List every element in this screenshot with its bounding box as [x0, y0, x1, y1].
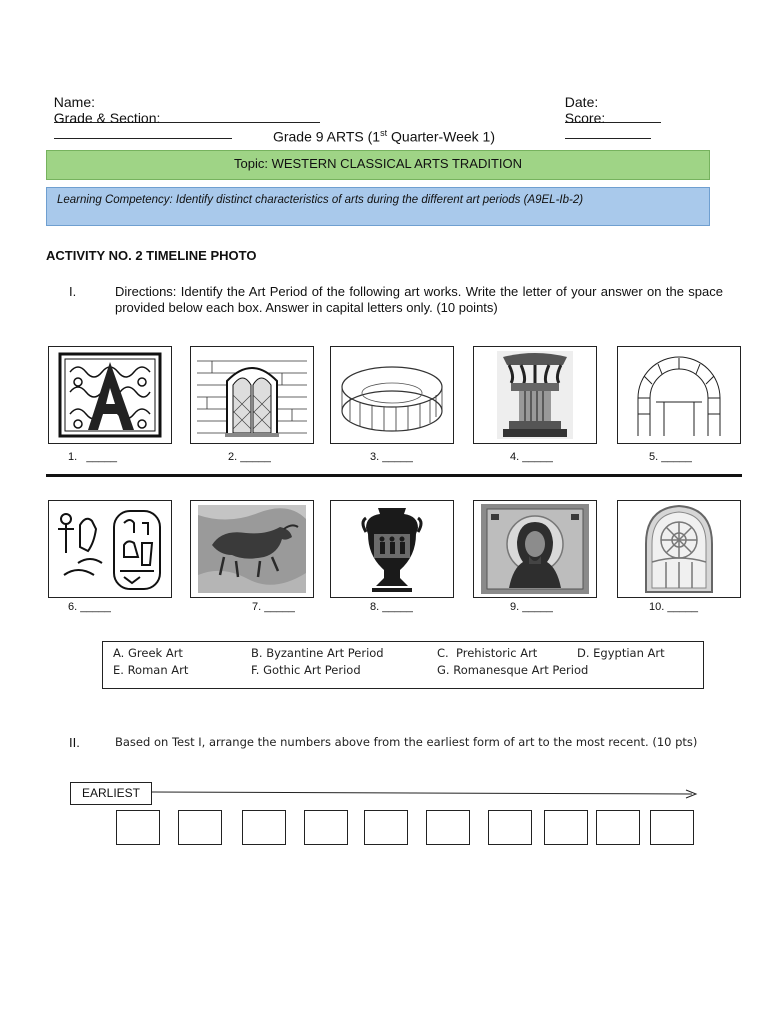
answer-line-10[interactable]: 10. _____: [649, 601, 698, 613]
timeline-box-9[interactable]: [596, 810, 640, 845]
timeline-arrow-icon: [152, 786, 700, 800]
choice-a: A. Greek Art: [113, 646, 183, 660]
rose-window-icon: [638, 504, 720, 594]
colosseum-icon: [336, 353, 448, 437]
learning-competency: Learning Competency: Identify distinct characteristics of arts during the different art periods (A9EL-Ib-2): [46, 187, 710, 226]
part1-numeral: I.: [69, 284, 77, 299]
byzantine-icon-painting-icon: [481, 504, 589, 594]
timeline-box-3[interactable]: [242, 810, 286, 845]
choice-g: G. Romanesque Art Period: [437, 663, 589, 677]
timeline-box-1[interactable]: [116, 810, 160, 845]
answer-line-6[interactable]: 6. _____: [68, 601, 111, 613]
artwork-box-1: [48, 346, 172, 444]
artwork-box-9: [473, 500, 597, 598]
title-suffix: Quarter-Week 1): [387, 128, 496, 145]
score-label: Score:: [564, 110, 606, 126]
answer-line-7[interactable]: 7. _____: [252, 601, 295, 613]
timeline-box-8[interactable]: [544, 810, 588, 845]
timeline-box-2[interactable]: [178, 810, 222, 845]
answer-line-1[interactable]: 1. _____: [68, 451, 117, 463]
answer-line-2[interactable]: 2. _____: [228, 451, 271, 463]
artwork-box-3: [330, 346, 454, 444]
artwork-box-7: [190, 500, 314, 598]
answer-line-9[interactable]: 9. _____: [510, 601, 553, 613]
timeline-box-6[interactable]: [426, 810, 470, 845]
topic-banner: Topic: WESTERN CLASSICAL ARTS TRADITION: [46, 150, 710, 180]
greek-vase-icon: [360, 504, 424, 594]
name-label: Name:: [53, 94, 96, 110]
timeline-box-10[interactable]: [650, 810, 694, 845]
illuminated-letter-a-icon: [58, 352, 162, 438]
egyptian-hieroglyph-icon: [54, 505, 166, 593]
activity-heading: ACTIVITY NO. 2 TIMELINE PHOTO: [46, 248, 257, 263]
cave-painting-icon: [198, 505, 306, 593]
date-label: Date:: [564, 94, 599, 110]
title-superscript: st: [380, 128, 388, 138]
answer-line-8[interactable]: 8. _____: [370, 601, 413, 613]
romanesque-arch-icon: [630, 352, 728, 438]
answer-line-3[interactable]: 3. _____: [370, 451, 413, 463]
timeline-box-5[interactable]: [364, 810, 408, 845]
artwork-box-4: [473, 346, 597, 444]
choice-f: F. Gothic Art Period: [251, 663, 361, 677]
part1-directions: Directions: Identify the Art Period of the following art works. Write the letter of your answer on the space provided below each box. Answer in capital letters only. (10 points): [115, 284, 723, 315]
worksheet-title: [0, 128, 768, 145]
answer-line-4[interactable]: 4. _____: [510, 451, 553, 463]
choice-b: B. Byzantine Art Period: [251, 646, 384, 660]
answer-choices-box: [102, 641, 704, 689]
artwork-box-5: [617, 346, 741, 444]
title-prefix: Grade 9 ARTS (1: [272, 128, 381, 145]
grade-section-label: Grade & Section:: [53, 110, 161, 126]
part2-instruction: Based on Test I, arrange the numbers above from the earliest form of art to the most recent. (10 pts): [115, 735, 698, 749]
choice-d: D. Egyptian Art: [577, 646, 665, 660]
answer-line-5[interactable]: 5. _____: [649, 451, 692, 463]
choice-e: E. Roman Art: [113, 663, 189, 677]
choice-c: C. Prehistoric Art: [437, 646, 538, 660]
artwork-box-10: [617, 500, 741, 598]
section-divider: [46, 474, 742, 477]
artwork-box-2: [190, 346, 314, 444]
timeline-earliest-label: EARLIEST: [70, 782, 152, 805]
artwork-box-8: [330, 500, 454, 598]
part2-numeral: II.: [69, 735, 80, 750]
artwork-box-6: [48, 500, 172, 598]
corinthian-column-icon: [497, 351, 573, 439]
gothic-window-icon: [197, 351, 307, 439]
timeline-box-7[interactable]: [488, 810, 532, 845]
timeline-box-4[interactable]: [304, 810, 348, 845]
